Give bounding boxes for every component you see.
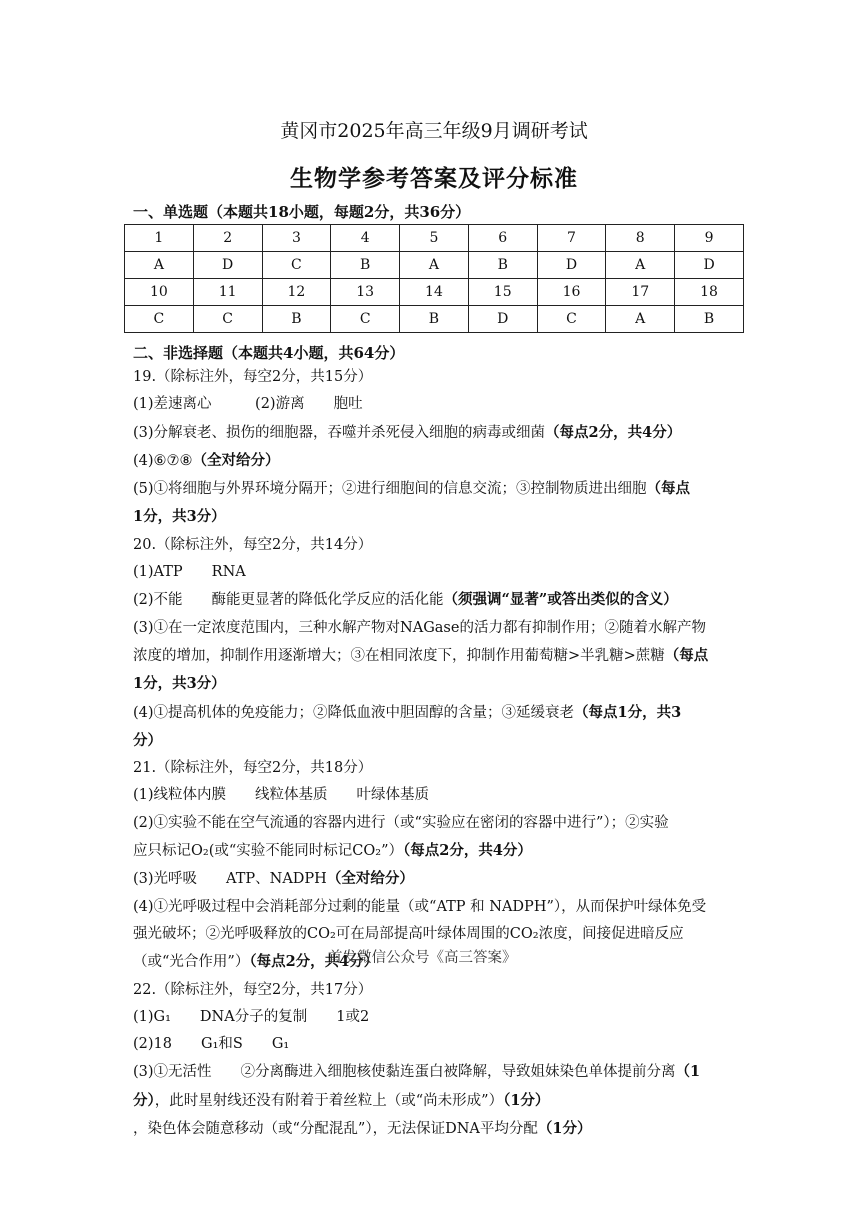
table-cell: D bbox=[468, 306, 537, 333]
list-item bbox=[133, 447, 743, 475]
table-cell: C bbox=[193, 306, 262, 333]
answer-text: 强光破坏；②光呼吸释放的CO₂可在局部提高叶绿体周围的CO₂浓度，间接促进暗反应 bbox=[133, 925, 684, 942]
table-row bbox=[125, 225, 744, 252]
section-2-heading: 二、非选择题（本题共4小题，共64分） bbox=[133, 344, 405, 362]
watermark-text: 首发微信公众号《高三答案》 bbox=[328, 950, 517, 966]
answer-text: ，此时星射线还没有附着于着丝粒上（或“尚未形成”） bbox=[154, 1092, 504, 1109]
answer-text: 应只标记O₂(或“实验不能同时标记CO₂”） bbox=[133, 843, 403, 860]
table-row bbox=[125, 306, 744, 333]
table-cell: D bbox=[193, 252, 262, 279]
list-item bbox=[133, 837, 743, 865]
score-note: 1分，共3分） bbox=[133, 508, 226, 526]
answer-text: (2)18 G₁和S G₁ bbox=[133, 1036, 290, 1053]
table-cell: 11 bbox=[193, 279, 262, 306]
table-cell: B bbox=[331, 252, 400, 279]
table-cell: 3 bbox=[262, 225, 331, 252]
table-cell: 6 bbox=[468, 225, 537, 252]
score-note: 分） bbox=[133, 1091, 155, 1109]
score-note: 1分，共3分） bbox=[133, 675, 226, 693]
score-note: 分） bbox=[133, 731, 162, 749]
answer-text: (3)①无活性 ②分离酶进入细胞核使黏连蛋白被降解，导致姐妹染色单体提前分离 bbox=[133, 1064, 676, 1081]
list-item bbox=[133, 1058, 743, 1086]
score-note: （每点2分，共4分） bbox=[402, 842, 532, 860]
answer-text: (2)不能 酶能更显著的降低化学反应的活化能 bbox=[133, 592, 444, 609]
score-note: （全对给分） bbox=[192, 451, 280, 469]
table-cell: 17 bbox=[606, 279, 675, 306]
table-row bbox=[125, 252, 744, 279]
score-note: （每点2分，共4分） bbox=[249, 953, 379, 971]
document-title: 生物学参考答案及评分标准 bbox=[290, 165, 578, 192]
list-item bbox=[133, 727, 743, 755]
table-cell: 15 bbox=[468, 279, 537, 306]
table-cell: C bbox=[125, 306, 194, 333]
answer-text: (4)⑥⑦⑧ bbox=[133, 452, 193, 469]
answer-text: 22.（除标注外，每空2分，共17分） bbox=[133, 981, 373, 998]
answer-text: (1)差速离心 (2)游离 胞吐 bbox=[133, 396, 363, 413]
answer-text: (5)①将细胞与外界环境分隔开；②进行细胞间的信息交流；③控制物质进出细胞 bbox=[133, 481, 647, 498]
answer-text: (4)①光呼吸过程中会消耗部分过剩的能量（或“ATP 和 NADPH”），从而保护叶绿体免受 bbox=[133, 898, 707, 915]
score-note: （1 bbox=[675, 1063, 701, 1081]
table-cell: B bbox=[675, 306, 744, 333]
list-item bbox=[133, 615, 743, 642]
answer-text: (3)①在一定浓度范围内，三种水解产物对NAGase的活力都有抑制作用；②随着水解产物 bbox=[133, 619, 706, 636]
table-cell: C bbox=[262, 252, 331, 279]
table-cell: 10 bbox=[125, 279, 194, 306]
score-note: （全对给分） bbox=[326, 870, 414, 888]
score-note: （须强调“显著”或答出类似的含义） bbox=[443, 591, 678, 609]
answer-text: (3)分解衰老、损伤的细胞器，吞噬并杀死侵入细胞的病毒或细菌 bbox=[133, 424, 546, 441]
list-item bbox=[133, 755, 743, 782]
answer-table bbox=[124, 224, 744, 333]
table-cell: B bbox=[262, 306, 331, 333]
table-cell: 1 bbox=[125, 225, 194, 252]
table-cell: B bbox=[468, 252, 537, 279]
answer-text: 21.（除标注外，每空2分，共18分） bbox=[133, 760, 373, 777]
table-cell: 18 bbox=[675, 279, 744, 306]
list-item bbox=[133, 810, 743, 837]
answer-text: (2)①实验不能在空气流通的容器内进行（或“实验应在密闭的容器中进行”）；②实验 bbox=[133, 814, 669, 831]
table-cell: D bbox=[675, 252, 744, 279]
list-item bbox=[133, 532, 743, 559]
table-cell: C bbox=[537, 306, 606, 333]
answer-text: ，染色体会随意移动（或“分配混乱”），无法保证DNA平均分配 bbox=[133, 1121, 538, 1138]
table-cell: 16 bbox=[537, 279, 606, 306]
table-cell: D bbox=[537, 252, 606, 279]
list-item bbox=[133, 1004, 743, 1031]
table-row bbox=[125, 279, 744, 306]
list-item bbox=[133, 391, 743, 418]
table-cell: 4 bbox=[331, 225, 400, 252]
table-cell: A bbox=[606, 306, 675, 333]
list-item bbox=[133, 977, 743, 1004]
list-item bbox=[133, 699, 743, 727]
exam-title: 黄冈市2025年高三年级9月调研考试 bbox=[280, 120, 588, 142]
list-item bbox=[133, 364, 743, 391]
list-item bbox=[133, 1115, 743, 1143]
answer-text: 20.（除标注外，每空2分，共14分） bbox=[133, 536, 373, 553]
table-cell: 7 bbox=[537, 225, 606, 252]
list-item bbox=[133, 642, 743, 670]
list-item bbox=[133, 475, 743, 503]
list-item bbox=[133, 503, 743, 531]
table-cell: 9 bbox=[675, 225, 744, 252]
list-item bbox=[133, 865, 743, 893]
score-note: （1分） bbox=[537, 1120, 592, 1138]
score-note: （每点1分，共3 bbox=[574, 703, 682, 721]
answer-text: 19.（除标注外，每空2分，共15分） bbox=[133, 369, 373, 385]
answer-text: 浓度的增加，抑制作用逐渐增大；③在相同浓度下，抑制作用葡萄糖>半乳糖>蔗糖 bbox=[133, 647, 665, 664]
list-item bbox=[133, 1087, 743, 1115]
answer-text: (4)①提高机体的免疫能力；②降低血液中胆固醇的含量；③延缓衰老 bbox=[133, 704, 575, 721]
table-cell: A bbox=[125, 252, 194, 279]
table-cell: A bbox=[400, 252, 469, 279]
answer-text: (3)光呼吸 ATP、NADPH bbox=[133, 871, 327, 888]
score-note: （每点 bbox=[664, 646, 709, 664]
answer-text: (1)ATP RNA bbox=[133, 564, 246, 581]
answer-text: （或“光合作用”） bbox=[133, 954, 250, 971]
table-cell: 14 bbox=[400, 279, 469, 306]
answer-text: (1)线粒体内膜 线粒体基质 叶绿体基质 bbox=[133, 787, 430, 804]
list-item bbox=[133, 1031, 743, 1058]
list-item bbox=[133, 894, 743, 921]
list-item bbox=[133, 419, 743, 447]
answer-text: (1)G₁ DNA分子的复制 1或2 bbox=[133, 1008, 370, 1025]
table-cell: 2 bbox=[193, 225, 262, 252]
answer-lines bbox=[133, 364, 743, 1143]
list-item bbox=[133, 586, 743, 614]
table-cell: 12 bbox=[262, 279, 331, 306]
list-item bbox=[133, 559, 743, 586]
list-item bbox=[133, 921, 743, 948]
score-note: （1分） bbox=[503, 1091, 550, 1109]
table-cell: A bbox=[606, 252, 675, 279]
score-note: （每点2分，共4分） bbox=[545, 423, 682, 441]
score-note: （每点 bbox=[646, 480, 691, 498]
table-cell: 5 bbox=[400, 225, 469, 252]
table-cell: 8 bbox=[606, 225, 675, 252]
list-item bbox=[133, 670, 743, 698]
section-1-heading: 一、单选题（本题共18小题，每题2分，共36分） bbox=[133, 203, 471, 221]
table-cell: C bbox=[331, 306, 400, 333]
table-cell: 13 bbox=[331, 279, 400, 306]
table-cell: B bbox=[400, 306, 469, 333]
list-item bbox=[133, 782, 743, 809]
